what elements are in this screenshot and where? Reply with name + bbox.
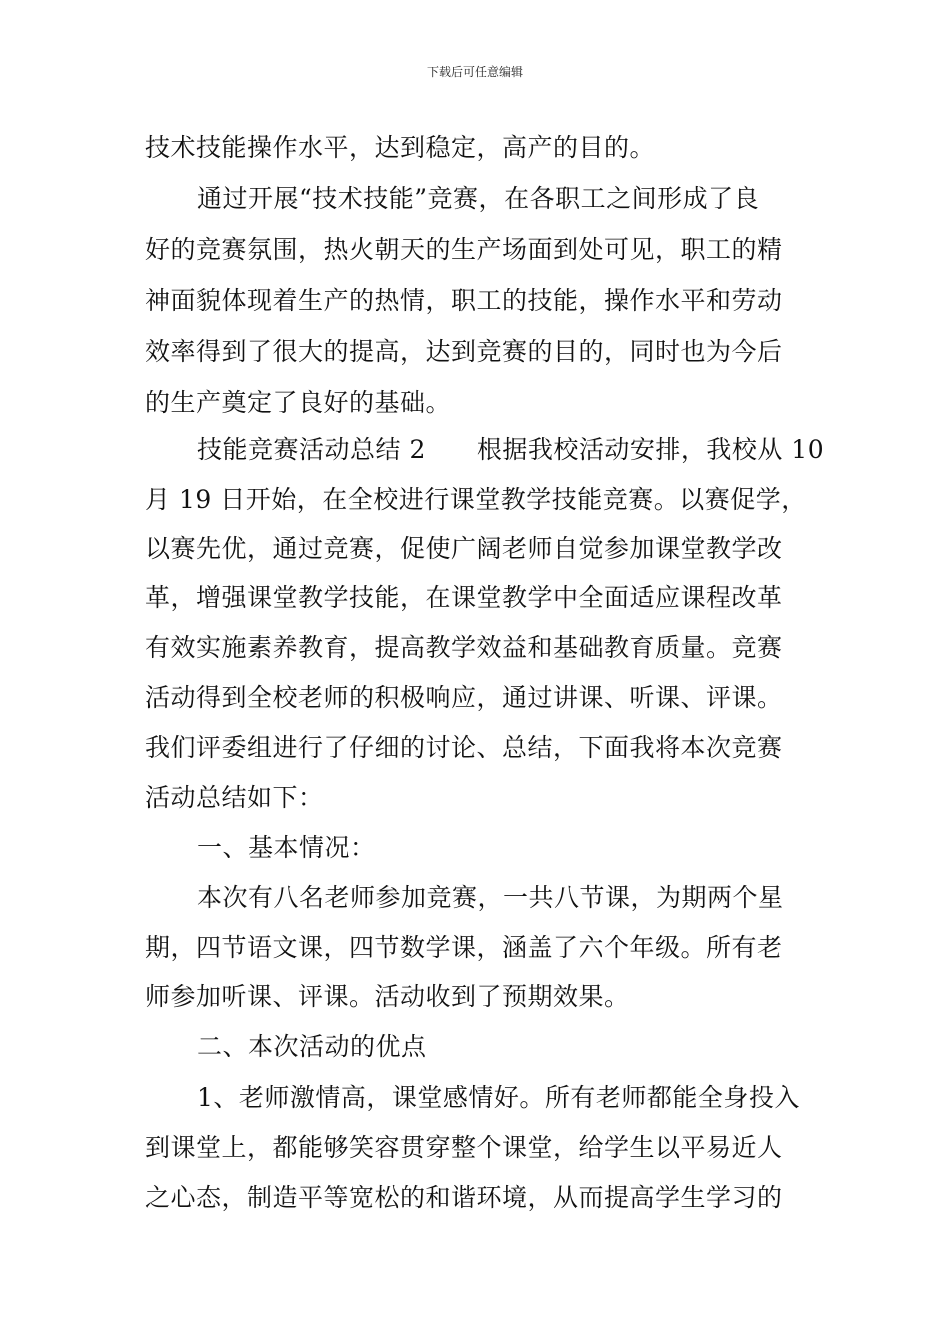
text-line: 月 19 日开始，在全校进行课堂教学技能竞赛。以赛促学，: [145, 485, 807, 514]
section-heading: 二、本次活动的优点: [197, 1032, 427, 1061]
text-line: 的生产奠定了良好的基础。: [145, 388, 452, 417]
text-line: 通过开展“技术技能”竞赛，在各职工之间形成了良: [197, 184, 760, 213]
text-line: 革，增强课堂教学技能，在课堂教学中全面适应课程改革: [145, 583, 783, 612]
text-line: 技术技能操作水平，达到稳定，高产的目的。: [145, 133, 656, 162]
text-line: 以赛先优，通过竞赛，促使广阔老师自觉参加课堂教学改: [145, 534, 783, 563]
page-header: 下载后可任意编辑: [426, 65, 523, 79]
text-line: 之心态，制造平等宽松的和谐环境，从而提高学生学习的: [145, 1183, 783, 1212]
text-line: 期，四节语文课，四节数学课，涵盖了六个年级。所有老: [145, 933, 783, 962]
text-line: 有效实施素养教育，提高教学效益和基础教育质量。竞赛: [145, 633, 783, 662]
text-line: 本次有八名老师参加竞赛，一共八节课，为期两个星: [197, 883, 784, 912]
text-line: 效率得到了很大的提高，达到竞赛的目的，同时也为今后: [145, 337, 783, 366]
text-line: 活动得到全校老师的积极响应，通过讲课、听课、评课。: [145, 683, 783, 712]
text-line: 神面貌体现着生产的热情，职工的技能，操作水平和劳动: [145, 286, 783, 315]
section-heading: 一、基本情况：: [197, 833, 376, 862]
text-line: 到课堂上，都能够笑容贯穿整个课堂，给学生以平易近人: [145, 1133, 783, 1162]
text-line: 我们评委组进行了仔细的讨论、总结，下面我将本次竞赛: [145, 733, 783, 762]
text-line: 师参加听课、评课。活动收到了预期效果。: [145, 982, 630, 1011]
text-line: 活动总结如下：: [145, 783, 324, 812]
text-line: 好的竞赛氛围，热火朝天的生产场面到处可见，职工的精: [145, 235, 783, 264]
text-line: 技能竞赛活动总结 2 根据我校活动安排，我校从 10: [197, 435, 825, 464]
text-line: 1、老师激情高，课堂感情好。所有老师都能全身投入: [197, 1083, 800, 1112]
